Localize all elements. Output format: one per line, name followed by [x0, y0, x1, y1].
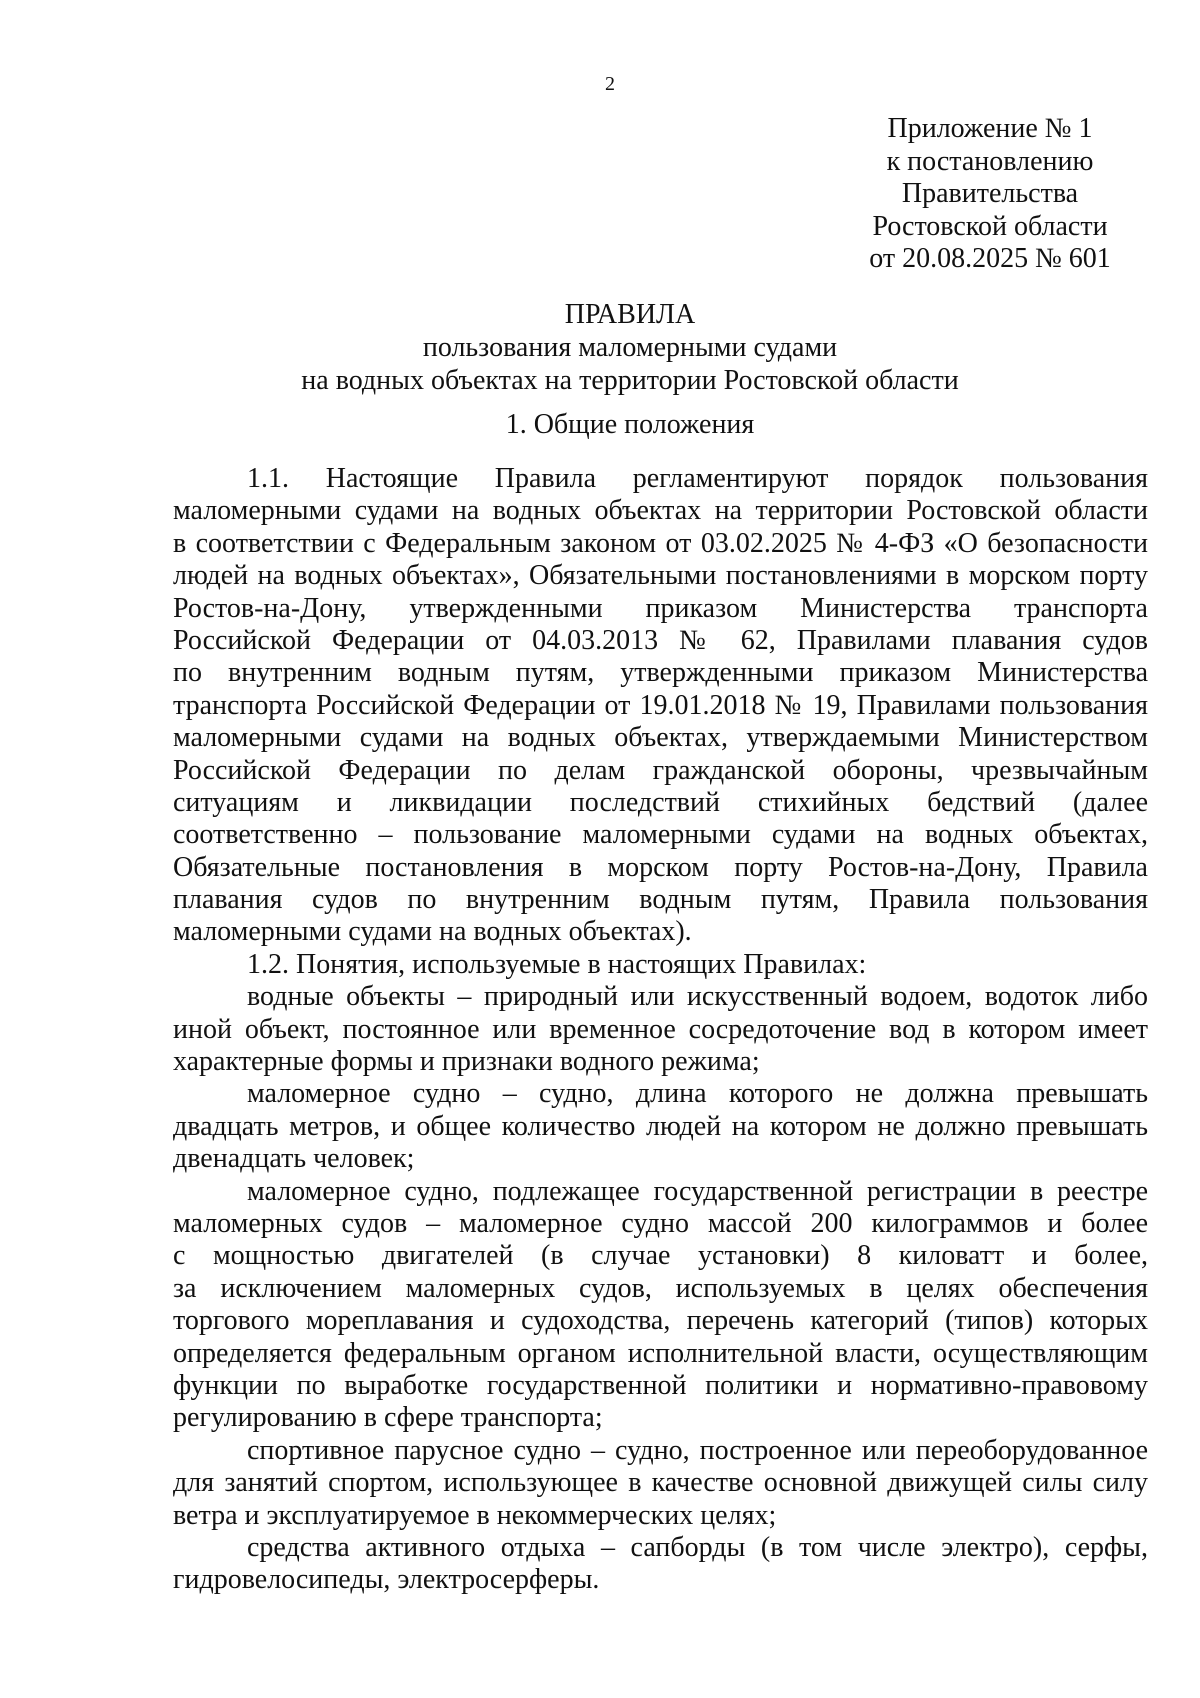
- section-heading: 1. Общие положения: [505, 409, 755, 440]
- body-text: [173, 463, 1148, 1597]
- body-line: регулированию в сфере транспорта;: [173, 1402, 603, 1434]
- body-line: функции по выработке государственной политики и нормативно-правовому: [173, 1369, 1148, 1401]
- body-line: с мощностью двигателей (в случае установки) 8 киловатт и более,: [173, 1240, 1148, 1272]
- body-line: по внутренним водным путям, утвержденными приказом Министерства: [173, 657, 1148, 689]
- body-line: иной объект, постоянное или временное сосредоточение вод в котором имеет: [173, 1013, 1148, 1045]
- body-line: маломерными судами на водных объектах).: [173, 916, 692, 948]
- appendix-line: от 20.08.2025 № 601: [869, 243, 1111, 274]
- appendix-line: Приложение № 1: [887, 113, 1093, 144]
- body-line: маломерными судами на водных объектах, утверждаемыми Министерством: [173, 722, 1148, 754]
- body-line: Обязательные постановления в морском порту Ростов-на-Дону, Правила: [173, 851, 1148, 883]
- body-line: определяется федеральным органом исполнительной власти, осуществляющим: [173, 1337, 1148, 1369]
- title-line: ПРАВИЛА: [564, 299, 696, 330]
- body-line: маломерными судами на водных объектах на территории Ростовской области: [173, 495, 1148, 527]
- body-line: средства активного отдыха – сапборды (в том числе электро), серфы,: [247, 1531, 1148, 1563]
- appendix-block: [840, 113, 1140, 276]
- body-line: водные объекты – природный или искусственный водоем, водоток либо: [247, 981, 1148, 1013]
- body-line: ситуациям и ликвидации последствий стихийных бедствий (далее: [173, 786, 1148, 818]
- body-line: Российской Федерации по делам гражданской обороны, чрезвычайным: [173, 754, 1148, 786]
- document-title: [0, 298, 1200, 397]
- body-line: маломерное судно – судно, длина которого не должна превышать: [247, 1078, 1148, 1110]
- subtitle-line: пользования маломерными судами: [422, 332, 838, 363]
- body-line: гидровелосипеды, электросерферы.: [173, 1564, 600, 1596]
- page-number: 2: [605, 73, 615, 95]
- body-line: ветра и эксплуатируемое в некоммерческих целях;: [173, 1499, 777, 1531]
- body-line: транспорта Российской Федерации от 19.01.2018 № 19, Правилами пользования: [173, 689, 1148, 721]
- body-line: характерные формы и признаки водного режима;: [173, 1046, 760, 1078]
- appendix-line: к постановлению: [886, 145, 1094, 177]
- body-line: Ростов-на-Дону, утвержденными приказом Министерства транспорта: [173, 592, 1148, 624]
- body-line: людей на водных объектах», Обязательными постановлениями в морском порту: [173, 560, 1148, 592]
- body-line: маломерных судов – маломерное судно массой 200 килограммов и более: [173, 1207, 1148, 1239]
- appendix-line: Ростовской области: [872, 210, 1108, 242]
- body-line: двенадцать человек;: [173, 1143, 415, 1175]
- body-line: за исключением маломерных судов, используемых в целях обеспечения: [173, 1272, 1148, 1304]
- subtitle-line: на водных объектах на территории Ростовской области: [301, 365, 959, 396]
- body-line: соответственно – пользование маломерными судами на водных объектах,: [173, 819, 1148, 851]
- body-line: для занятий спортом, использующее в качестве основной движущей силы силу: [173, 1467, 1148, 1499]
- appendix-line: Правительства: [901, 178, 1079, 209]
- body-line: в соответствии с Федеральным законом от 03.02.2025 № 4-ФЗ «О безопасности: [173, 527, 1148, 559]
- body-line: маломерное судно, подлежащее государственной регистрации в реестре: [247, 1175, 1148, 1207]
- body-line: спортивное парусное судно – судно, построенное или переоборудованное: [247, 1434, 1148, 1466]
- body-line: 1.1. Настоящие Правила регламентируют порядок пользования: [247, 463, 1148, 494]
- body-line: двадцать метров, и общее количество людей на котором не должно превышать: [173, 1110, 1148, 1142]
- body-line: Российской Федерации от 04.03.2013 № 62, Правилами плавания судов: [173, 624, 1148, 656]
- body-line: торгового мореплавания и судоходства, перечень категорий (типов) которых: [173, 1305, 1148, 1337]
- body-line: плавания судов по внутренним водным путям, Правила пользования: [173, 884, 1148, 916]
- body-line: 1.2. Понятия, используемые в настоящих Правилах:: [247, 948, 867, 980]
